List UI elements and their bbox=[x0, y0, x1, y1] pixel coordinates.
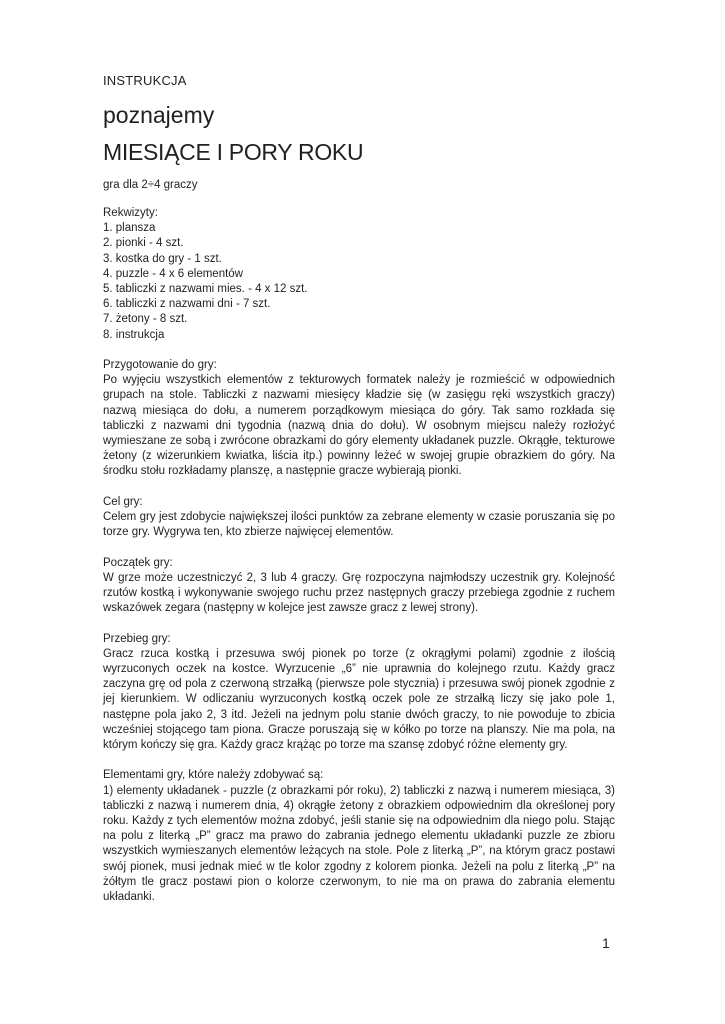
requisites-heading: Rekwizyty: bbox=[103, 207, 158, 219]
elements-paragraph: 1) elementy układanek - puzzle (z obrazkami pór roku), 2) tabliczki z nazwą i numerem miesiąca, 3) tabliczki z nazwą i numerem dnia, 4) okrągłe żetony z obrazkiem odpowiednim dla określonej pory roku. Każdy z tych elementów można zdobyć, jeśli stanie się na odpowiednim dla niego polu. Stając na polu z literką „P” gracz ma prawo do zabrania jednego elementu układanki puzzle ze zbioru wszystkich wymieszanych elementów leżących na stole. Pole z literką „P”, na którym gracz postawi swój pionek, musi jednak mieć w tle kolor zgodny z kolorem pionka. Jeżeli na polu z literką „P” na żółtym tle gracz postawi pion o kolorze czerwonym, to nie ma on prawa do zabrania elementu układanki. bbox=[103, 784, 615, 904]
list-item: 7. żetony - 8 szt. bbox=[103, 313, 188, 326]
start-heading: Początek gry: bbox=[103, 556, 173, 569]
document-title: MIESIĄCE I PORY ROKU bbox=[103, 139, 364, 165]
list-item: 4. puzzle - 4 x 6 elementów bbox=[103, 267, 243, 280]
document-label: INSTRUKCJA bbox=[103, 73, 187, 88]
goal-paragraph: Celem gry jest zdobycie największej ilości punktów za zebrane elementy w czasie poruszania się po torze gry. Wygrywa ten, kto zbierze najwięcej elementów. bbox=[103, 511, 615, 539]
preparation-section bbox=[103, 358, 615, 480]
course-heading: Przebieg gry: bbox=[103, 632, 171, 645]
preparation-paragraph: Po wyjęciu wszystkich elementów z tekturowych formatek należy je rozmieścić w odpowiednich grupach na stole. Tabliczki z nazwami miesięcy kładzie się (w zasięgu ręki wszystkich graczy) nazwą miesiąca do dołu, a numerem porządkowym miesiąca do góry. Tak samo rozkłada się tabliczki z nazwami dni tygodnia (nazwą dnia do dołu). W osobnym miejscu należy rozłożyć wymieszane ze sobą i zwrócone obrazkami do góry elementy układanek puzzle. Okrągłe, tekturowe żetony (z wizerunkiem kwiatka, liścia itp.) powinny leżeć w swojej grupie obrazkiem do góry. Na środku stołu rozkładamy planszę, a następnie gracze wybierają pionki. bbox=[103, 374, 615, 478]
start-section bbox=[103, 556, 615, 617]
page-number: 1 bbox=[602, 935, 610, 951]
elements-section bbox=[103, 768, 615, 905]
start-paragraph: W grze może uczestniczyć 2, 3 lub 4 graczy. Grę rozpoczyna najmłodszy uczestnik gry. Kolejność rzutów kostką i wykonywanie swojego ruchu przez następnych graczy przebiega zgodnie z ruchem wskazówek zegara (następny w kolejce jest zawsze gracz z lewej strony). bbox=[103, 571, 615, 615]
goal-section bbox=[103, 495, 615, 541]
list-item: 3. kostka do gry - 1 szt. bbox=[103, 252, 222, 265]
document-body bbox=[103, 206, 615, 920]
requisites-list bbox=[103, 221, 615, 343]
preparation-heading: Przygotowanie do gry: bbox=[103, 359, 217, 372]
list-item: 5. tabliczki z nazwami mies. - 4 x 12 szt. bbox=[103, 283, 308, 296]
course-paragraph: Gracz rzuca kostką i przesuwa swój pionek po torze (z okrągłymi polami) zgodnie z ilością wyrzuconych oczek na kostce. Wyrzucenie „6” nie uprawnia do kolejnego rzutu. Każdy gracz zaczyna grę od pola z czerwoną strzałką (pierwsze pole stycznia) i przesuwa swój pionek zgodnie z jej kierunkiem. W odliczaniu wyrzuconych kostką oczek pole ze strzałką liczy się jako pole 1, następne pola jako 2, 3 itd. Jeżeli na jednym polu stanie dwóch graczy, to nie powoduje to zbicia wcześniej stojącego tam piona. Gracze poruszają się w kółko po torze na planszy. Nie ma pola, na którym kończy się gra. Każdy gracz krążąc po torze ma szansę zdobyć różne elementy gry. bbox=[103, 647, 615, 752]
players-info: gra dla 2÷4 graczy bbox=[103, 179, 198, 191]
course-section bbox=[103, 632, 615, 754]
list-item: 8. instrukcja bbox=[103, 328, 165, 341]
elements-heading: Elementami gry, które należy zdobywać są: bbox=[103, 769, 324, 782]
document-subtitle: poznajemy bbox=[103, 102, 215, 128]
list-item: 6. tabliczki z nazwami dni - 7 szt. bbox=[103, 298, 271, 311]
goal-heading: Cel gry: bbox=[103, 495, 143, 508]
list-item: 2. pionki - 4 szt. bbox=[103, 237, 184, 250]
requisites-section bbox=[103, 206, 615, 343]
list-item: 1. plansza bbox=[103, 222, 156, 235]
